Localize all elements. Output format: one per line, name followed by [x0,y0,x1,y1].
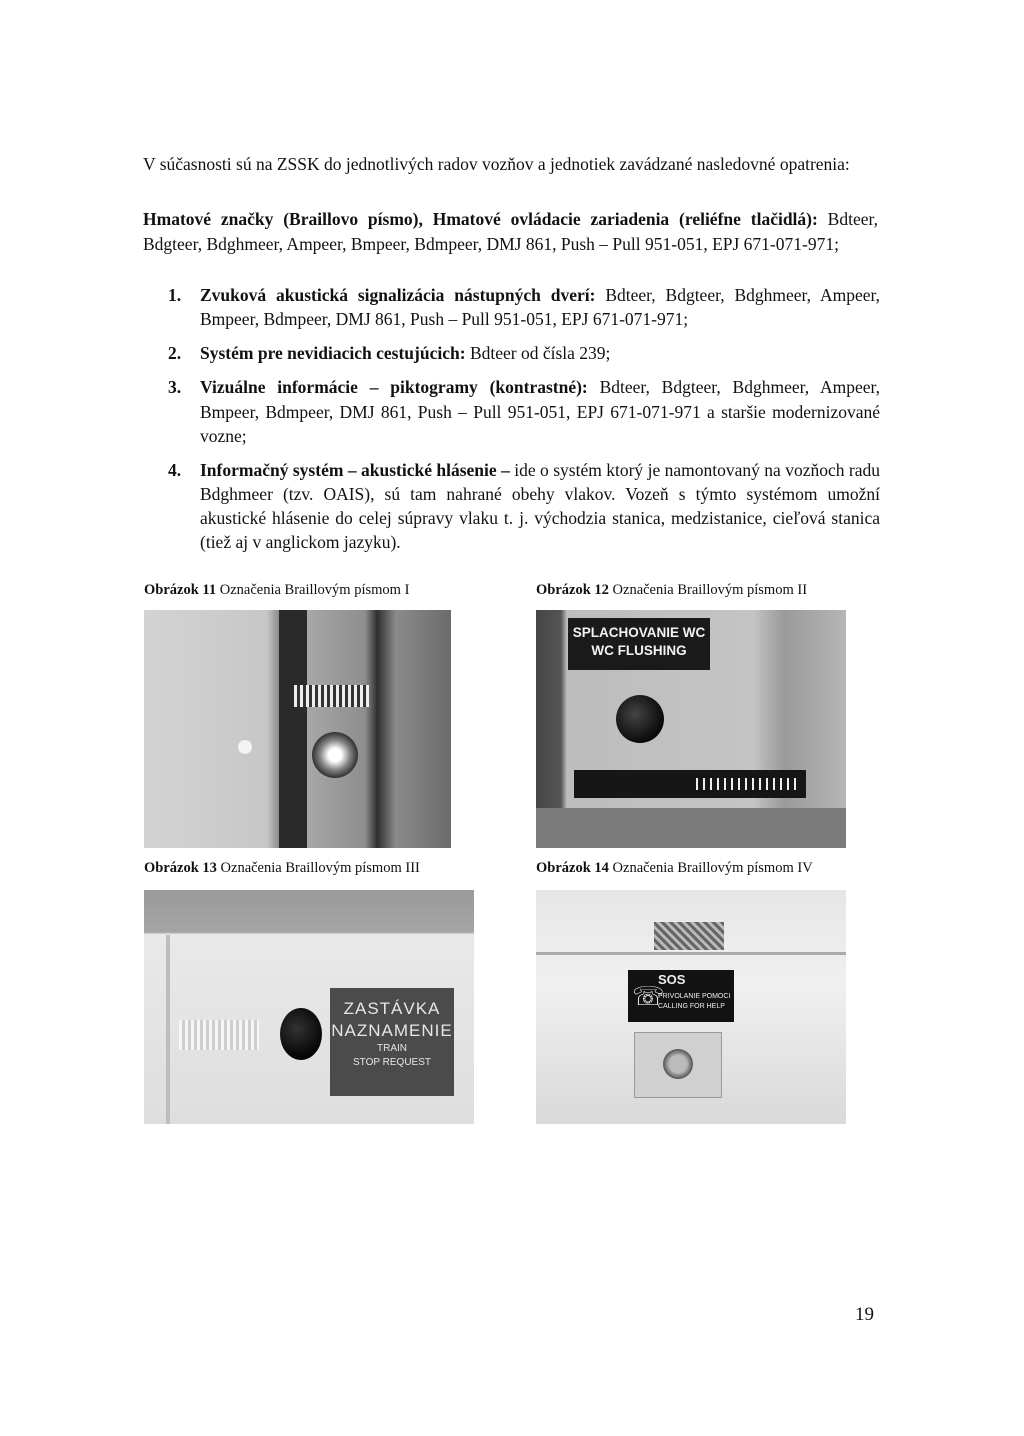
measures-list [168,283,880,564]
sign-line: SPLACHOVANIE WC [572,625,706,640]
figure-11-photo [144,610,451,848]
list-item [168,458,880,555]
sign-line: TRAIN [377,1043,407,1054]
figure-label: Obrázok 11 [144,582,217,598]
braille-plate [179,1020,259,1050]
list-item-heading: Vizuálne informácie – piktogramy (kontrastné): [200,377,588,398]
list-item-heading: Zvuková akustická signalizácia nástupných dverí: [200,285,596,305]
tactile-text: Bdteer, Bdgteer, Bdghmeer, Ampeer, Bmpeer, Bdmpeer, DMJ 861, Push – Pull 951-051, EPJ 671-071-971; [143,209,878,254]
list-item [168,283,880,331]
figure-caption-text: Označenia Braillovým písmom IV [608,860,813,876]
figure-11-caption [144,582,409,599]
figure-12-caption [536,582,807,599]
figure-13-photo [144,890,474,1124]
sign-title: SOS [658,972,686,987]
list-number: 1. [168,285,182,305]
list-item-text: Bdteer, Bdgteer, Bdghmeer, Ampeer, Bmpeer, Bdmpeer, DMJ 861, Push – Pull 951-051, EPJ 671-071-971; [200,285,880,330]
sign-line: CALLING FOR HELP [658,1003,725,1010]
list-item [168,375,880,447]
door-dot [238,740,252,754]
list-item-heading: Systém pre nevidiacich cestujúcich: [200,343,466,364]
sign-line: NAZNAMENIE [331,1021,453,1040]
list-number: 4. [168,459,182,480]
list-number: 3. [168,377,182,398]
list-item-text: ide o systém ktorý je namontovaný na vozňoch radu Bdghmeer (tzv. OAIS), sú tam nahrané obehy vlakov. Vozeň s týmto systémom umožní akustické hlásenie do celej súpravy vlaku t. j. východzia stanica, medzistanice, cieľová stanica (tiež aj v anglickom jazyku). [200,459,881,553]
stop-request-sign [330,988,454,1096]
list-item [168,341,880,365]
sos-button [663,1049,693,1079]
figure-caption-text: Označenia Braillovým písmom I [216,582,410,598]
tactile-heading: Hmatové značky (Braillovo písmo), Hmatové ovládacie zariadenia (reliéfne tlačidlá): [143,209,818,229]
braille-plate [574,770,806,798]
figure-label: Obrázok 14 [536,860,609,876]
sos-sign [628,970,734,1022]
intro-paragraph: V súčasnosti sú na ZSSK do jednotlivých radov vozňov a jednotiek zavádzané nasledovné opatrenia: [143,154,850,174]
panel-edge [166,935,170,1124]
door-button [312,732,358,778]
sign-line: ZASTÁVKA [343,999,441,1018]
stop-request-knob [280,1008,322,1060]
figure-caption-text: Označenia Braillovým písmom II [608,582,808,598]
sign-line: WC FLUSHING [591,643,687,658]
figure-14-photo [536,890,846,1124]
wc-flushing-sign [568,618,710,670]
figure-caption-text: Označenia Braillovým písmom III [216,860,420,876]
door-post [279,610,307,848]
page-number: 19 [855,1304,874,1325]
figure-12-photo [536,610,846,848]
figure-label: Obrázok 13 [144,860,217,876]
figure-label: Obrázok 12 [536,582,609,598]
panel-bottom [536,808,846,848]
sign-subtext [658,992,730,1012]
sos-button-plate [634,1032,722,1098]
phone-icon: ☏ [632,981,665,1011]
list-item-text: Bdteer od čísla 239; [465,343,611,364]
panel-seam [536,952,846,955]
tactile-paragraph [143,207,878,257]
sign-line: STOP REQUEST [353,1057,431,1068]
figure-14-caption [536,860,813,877]
list-number: 2. [168,343,182,364]
flush-knob [616,695,664,743]
list-item-heading: Informačný systém – akustické hlásenie – [200,459,510,480]
braille-tag [654,922,724,950]
list-item-text: Bdteer, Bdgteer, Bdghmeer, Ampeer, Bmpeer, Bdmpeer, DMJ 861, Push – Pull 951-051, EPJ 671-071-971 a staršie modernizované vozne; [200,377,880,446]
figure-13-caption [144,860,420,877]
braille-strip [294,685,369,707]
sign-line: PRIVOLANIE POMOCI [658,993,731,1000]
